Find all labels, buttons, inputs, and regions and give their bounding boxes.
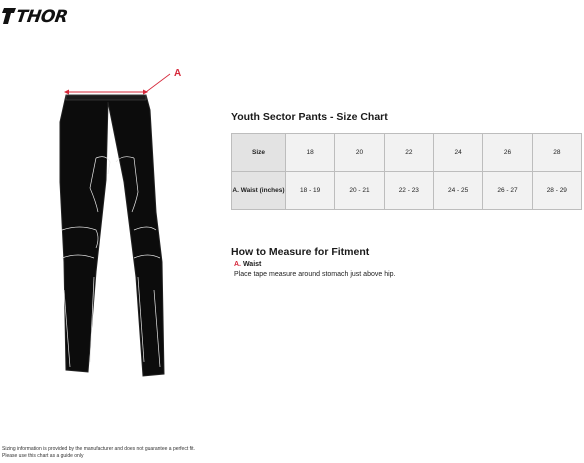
brand-logo bbox=[2, 6, 82, 28]
waist-measure-arrow bbox=[64, 74, 170, 95]
measure-name: Waist bbox=[242, 261, 262, 268]
size-cell: 26 bbox=[483, 134, 532, 172]
size-cell: 24 bbox=[433, 134, 482, 172]
size-cell: 28 bbox=[532, 134, 581, 172]
brand-name: THOR bbox=[14, 7, 69, 27]
disclaimer-line: Sizing information is provided by the manufacturer and does not guarantee a perfect fit. bbox=[2, 446, 195, 452]
waist-cell: 18 - 19 bbox=[286, 172, 335, 210]
pants-silhouette bbox=[60, 95, 164, 376]
waist-cell: 24 - 25 bbox=[433, 172, 482, 210]
waist-cell: 20 - 21 bbox=[335, 172, 384, 210]
measure-description: Place tape measure around stomach just above hip. bbox=[234, 271, 396, 278]
waist-cell: 22 - 23 bbox=[384, 172, 433, 210]
disclaimer bbox=[2, 446, 195, 460]
table-row bbox=[232, 134, 582, 172]
row-header-waist: A. Waist (inches) bbox=[232, 172, 286, 210]
pants-diagram bbox=[50, 62, 190, 382]
size-chart-title: Youth Sector Pants - Size Chart bbox=[231, 111, 388, 123]
table-row bbox=[232, 172, 582, 210]
marker-label: A bbox=[174, 68, 182, 79]
waist-cell: 28 - 29 bbox=[532, 172, 581, 210]
waist-cell: 26 - 27 bbox=[483, 172, 532, 210]
measure-letter: A. bbox=[234, 261, 241, 268]
disclaimer-line: Please use this chart as a guide only bbox=[2, 453, 84, 459]
size-table bbox=[231, 133, 582, 210]
size-cell: 22 bbox=[384, 134, 433, 172]
row-header-size: Size bbox=[232, 134, 286, 172]
size-cell: 20 bbox=[335, 134, 384, 172]
size-cell: 18 bbox=[286, 134, 335, 172]
measure-label bbox=[234, 261, 261, 268]
howto-title: How to Measure for Fitment bbox=[231, 246, 370, 258]
thor-mark-icon bbox=[2, 8, 16, 24]
